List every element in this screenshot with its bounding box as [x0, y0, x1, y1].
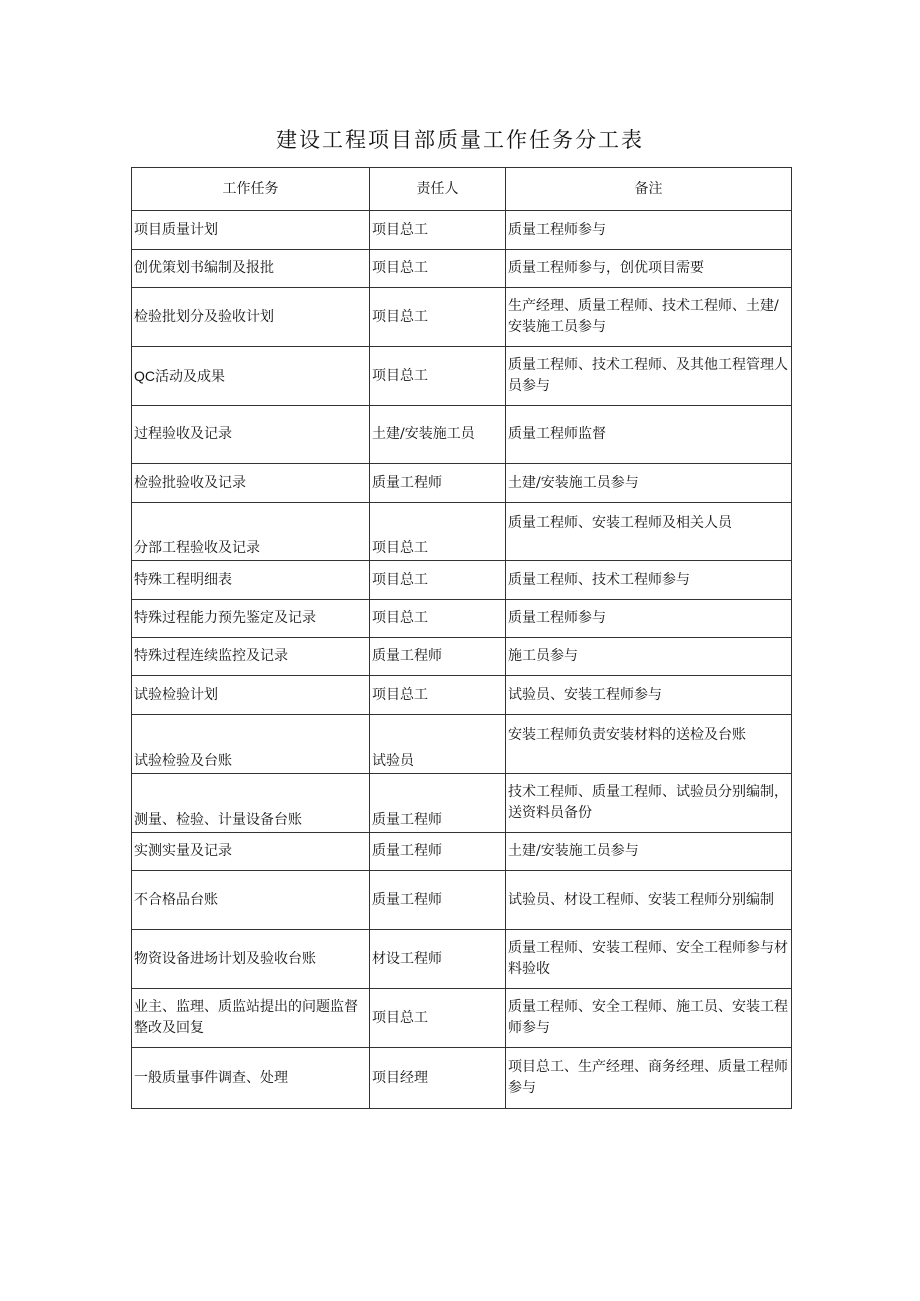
task-cell: 特殊过程能力预先鉴定及记录 — [132, 600, 370, 638]
note-cell: 质量工程师、安装工程师、安全工程师参与材料验收 — [506, 930, 792, 989]
table-row — [132, 930, 792, 989]
table-row — [132, 464, 792, 503]
owner-cell: 项目总工 — [370, 211, 506, 250]
note-cell: 质量工程师、安装工程师及相关人员 — [506, 503, 792, 561]
task-cell: 一般质量事件调查、处理 — [132, 1048, 370, 1109]
table-row — [132, 871, 792, 930]
task-cell: 物资设备进场计划及验收台账 — [132, 930, 370, 989]
task-cell: 实测实量及记录 — [132, 833, 370, 871]
task-cell: 试验检验计划 — [132, 676, 370, 715]
owner-cell: 质量工程师 — [370, 464, 506, 503]
owner-cell: 土建/安装施工员 — [370, 406, 506, 464]
table-row — [132, 638, 792, 676]
task-assignment-table — [131, 167, 792, 1109]
owner-cell: 质量工程师 — [370, 638, 506, 676]
owner-cell: 试验员 — [370, 715, 506, 774]
task-cell: 分部工程验收及记录 — [132, 503, 370, 561]
header-owner: 责任人 — [370, 168, 506, 211]
task-cell: 项目质量计划 — [132, 211, 370, 250]
header-task: 工作任务 — [132, 168, 370, 211]
owner-cell: 项目总工 — [370, 561, 506, 600]
page-title: 建设工程项目部质量工作任务分工表 — [276, 128, 644, 152]
task-cell: 测量、检验、计量设备台账 — [132, 774, 370, 833]
table-row — [132, 288, 792, 347]
note-cell: 试验员、安装工程师参与 — [506, 676, 792, 715]
task-cell: 不合格品台账 — [132, 871, 370, 930]
task-cell: 业主、监理、质监站提出的问题监督整改及回复 — [132, 989, 370, 1048]
owner-cell: 项目总工 — [370, 600, 506, 638]
owner-cell: 质量工程师 — [370, 833, 506, 871]
task-cell: 特殊工程明细表 — [132, 561, 370, 600]
owner-cell: 项目总工 — [370, 347, 506, 406]
task-cell: 试验检验及台账 — [132, 715, 370, 774]
note-cell: 质量工程师、技术工程师、及其他工程管理人员参与 — [506, 347, 792, 406]
owner-cell: 项目总工 — [370, 989, 506, 1048]
table-row — [132, 989, 792, 1048]
owner-cell: 质量工程师 — [370, 774, 506, 833]
note-cell: 土建/安装施工员参与 — [506, 464, 792, 503]
table-row — [132, 676, 792, 715]
note-cell: 项目总工、生产经理、商务经理、质量工程师参与 — [506, 1048, 792, 1109]
table-row — [132, 774, 792, 833]
note-cell: 质量工程师参与，创优项目需要 — [506, 250, 792, 288]
note-cell: 安装工程师负责安装材料的送检及台账 — [506, 715, 792, 774]
task-cell: 检验批划分及验收计划 — [132, 288, 370, 347]
note-cell: 质量工程师监督 — [506, 406, 792, 464]
owner-cell: 材设工程师 — [370, 930, 506, 989]
note-cell: 质量工程师参与 — [506, 211, 792, 250]
header-note: 备注 — [506, 168, 792, 211]
task-cell: QC活动及成果 — [132, 347, 370, 406]
table-row — [132, 406, 792, 464]
table-row — [132, 211, 792, 250]
table-row — [132, 561, 792, 600]
table-header-row — [132, 168, 792, 211]
task-cell: 特殊过程连续监控及记录 — [132, 638, 370, 676]
note-cell: 技术工程师、质量工程师、试验员分别编制，送资料员备份 — [506, 774, 792, 833]
table-row — [132, 1048, 792, 1109]
note-cell: 生产经理、质量工程师、技术工程师、土建/安装施工员参与 — [506, 288, 792, 347]
note-cell: 质量工程师、安全工程师、施工员、安装工程师参与 — [506, 989, 792, 1048]
owner-cell: 项目经理 — [370, 1048, 506, 1109]
owner-cell: 项目总工 — [370, 250, 506, 288]
table-row — [132, 600, 792, 638]
task-cell: 过程验收及记录 — [132, 406, 370, 464]
owner-cell: 质量工程师 — [370, 871, 506, 930]
task-cell: 创优策划书编制及报批 — [132, 250, 370, 288]
task-cell: 检验批验收及记录 — [132, 464, 370, 503]
note-cell: 试验员、材设工程师、安装工程师分别编制 — [506, 871, 792, 930]
table-row — [132, 347, 792, 406]
note-cell: 土建/安装施工员参与 — [506, 833, 792, 871]
table-row — [132, 833, 792, 871]
note-cell: 质量工程师参与 — [506, 600, 792, 638]
note-cell: 质量工程师、技术工程师参与 — [506, 561, 792, 600]
owner-cell: 项目总工 — [370, 676, 506, 715]
table-row — [132, 503, 792, 561]
table-row — [132, 715, 792, 774]
note-cell: 施工员参与 — [506, 638, 792, 676]
table-row — [132, 250, 792, 288]
owner-cell: 项目总工 — [370, 503, 506, 561]
owner-cell: 项目总工 — [370, 288, 506, 347]
